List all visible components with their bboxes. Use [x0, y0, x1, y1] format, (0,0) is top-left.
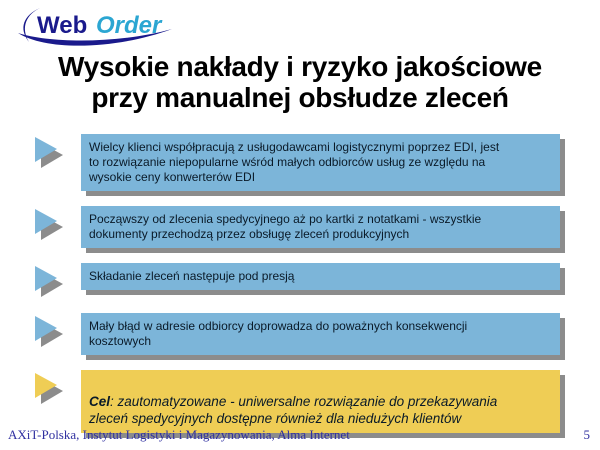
bullet-row-4 — [35, 313, 560, 355]
arrow-right-icon — [35, 208, 69, 241]
bullet-row-goal — [35, 370, 560, 433]
weborder-logo — [10, 4, 190, 48]
footer-credits: AXiT-Polska, Instytut Logistyki i Magazynowania, Alma Internet — [8, 427, 350, 442]
page-number: 5 — [583, 427, 590, 442]
arrow-right-icon — [35, 372, 69, 405]
arrow-right-icon — [35, 315, 69, 348]
slide-title-line1: Wysokie nakłady i ryzyko jakościowe — [58, 51, 542, 82]
slide-title-line2: przy manualnej obsłudze zleceń — [91, 82, 509, 113]
bullet-row-3 — [35, 263, 560, 298]
goal-highlight-box — [81, 370, 560, 433]
slide-footer — [8, 427, 590, 443]
bullet-text-1: Wielcy klienci współpracują z usługodawcami logistycznymi poprzez EDI, jest to rozwiązanie niepopularne wśród małych odbiorców usług ze względu na wysokie ceny konwerterów EDI — [89, 140, 500, 184]
goal-lead-label: Cel — [89, 394, 111, 409]
logo-word-order: Order — [96, 12, 162, 39]
slide-title — [0, 51, 600, 113]
goal-text: : zautomatyzowane - uniwersalne rozwiązanie do przekazywania zleceń spedycyjnych dostępne również dla niedużych klientów — [89, 394, 498, 426]
bullet-row-1 — [35, 134, 560, 191]
bullet-box-3 — [81, 263, 560, 290]
bullet-box-1 — [81, 134, 560, 191]
arrow-right-icon — [35, 136, 69, 169]
bullet-text-2: Począwszy od zlecenia spedycyjnego aż po kartki z notatkami - wszystkie dokumenty przechodzą przez obsługę zleceń produkcyjnych — [89, 212, 482, 241]
bullet-box-2 — [81, 206, 560, 248]
weborder-logo-icon — [10, 4, 190, 48]
logo-word-web: Web — [37, 12, 88, 39]
bullet-list — [35, 134, 560, 433]
bullet-row-2 — [35, 206, 560, 248]
arrow-right-icon — [35, 265, 69, 298]
bullet-box-4 — [81, 313, 560, 355]
bullet-text-4: Mały błąd w adresie odbiorcy doprowadza do poważnych konsekwencji kosztowych — [89, 319, 468, 348]
bullet-text-3: Składanie zleceń następuje pod presją — [89, 269, 295, 283]
